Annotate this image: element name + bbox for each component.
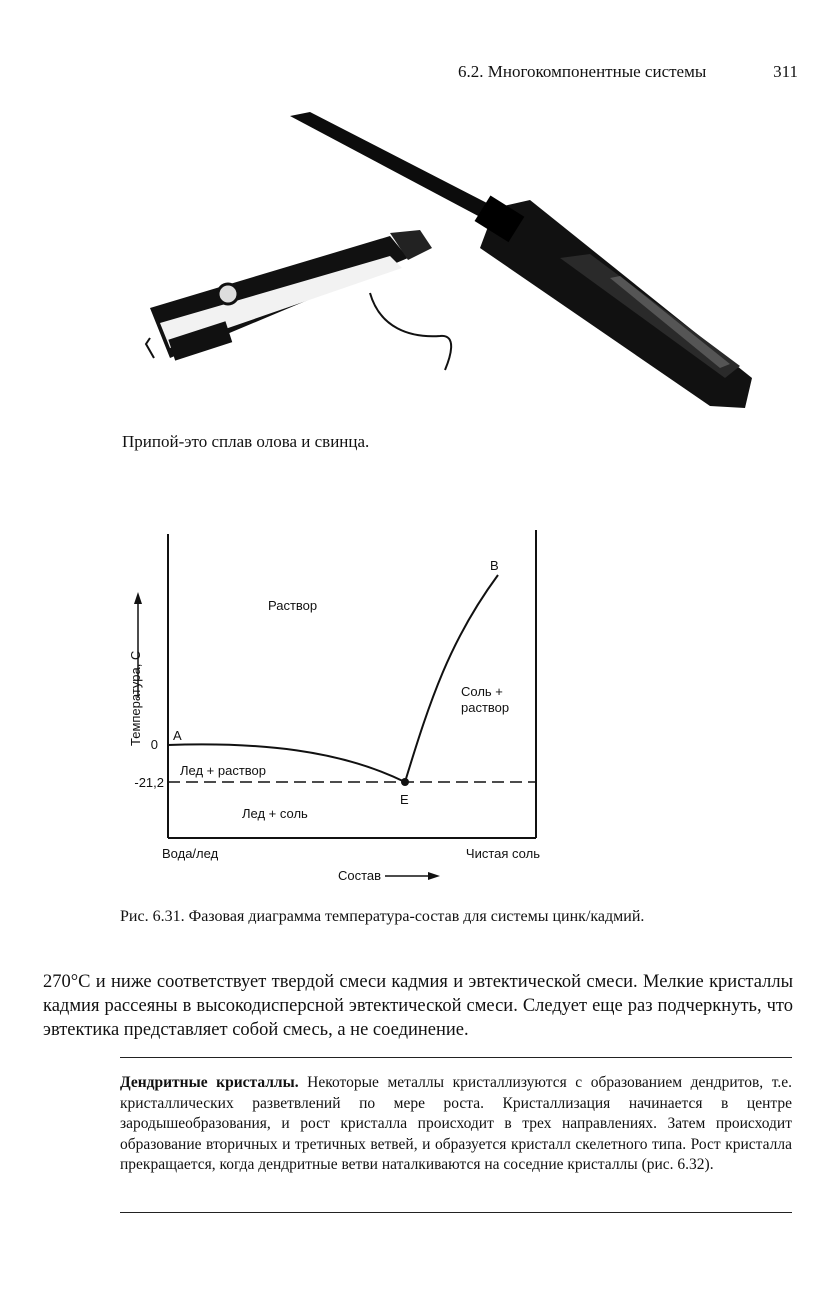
box-title: Дендритные кристаллы. (120, 1074, 299, 1091)
soldering-pen-image (146, 230, 451, 370)
page-number: 311 (773, 62, 798, 81)
sidebar-box (120, 1073, 792, 1176)
y-axis-label: Температура, С (128, 650, 143, 746)
x-left-label: Вода/лед (162, 846, 219, 861)
region-ice-solution-label: Лед + раствор (180, 763, 267, 778)
point-b-label: B (490, 558, 499, 573)
box-bottom-rule (120, 1212, 792, 1213)
region-salt-solution-label-2: раствор (461, 700, 510, 715)
body-paragraph: 270°С и ниже соответствует твердой смеси кадмия и эвтектической смеси. Мелкие кристаллы кадмия рассеяны в высокодисперсной эвтектической смеси. Следует еще раз подчеркнуть, что эвтектика представляет собой смесь, а не соединение. (43, 972, 793, 1040)
x-arrow-head (428, 872, 440, 880)
region-ice-salt-label: Лед + соль (242, 806, 308, 821)
figure-caption: Рис. 6.31. Фазовая диаграмма температура-состав для системы цинк/кадмий. (120, 908, 645, 925)
x-axis-label: Состав (338, 868, 382, 883)
photo-caption: Припой-это сплав олова и свинца. (122, 432, 370, 451)
y-tick-0: 0 (150, 737, 158, 752)
region-solution-label: Раствор (268, 598, 318, 613)
region-salt-solution-label-1: Соль + (461, 684, 503, 699)
box-top-rule (120, 1057, 792, 1058)
x-right-label: Чистая соль (465, 846, 540, 861)
y-arrow-head (134, 592, 142, 604)
page-header (458, 62, 798, 82)
phase-diagram (100, 520, 570, 890)
eutectic-point (401, 778, 409, 786)
running-head: 6.2. Многокомпонентные системы (458, 62, 707, 81)
box-body: Некоторые металлы кристаллизуются с образованием дендритов, т.е. кристаллических разветвлений по мере роста. Кристаллизация начинается в центре зародышеобразования, и рост кристалла происходит в трех направлениях. Затем происходит образование вторичных и третичных ветвей, и образуется кристалл скелетного типа. Рост кристалла прекращается, когда дендритные ветви наталкиваются на соседние кристаллы (рис. 6.32). (120, 1074, 792, 1173)
y-tick-eutectic: -21,2 (134, 775, 164, 790)
liquidus-curve-eb (405, 575, 498, 782)
soldering-tools-photo (140, 108, 760, 426)
point-a-label: A (173, 728, 182, 743)
point-e-label: E (400, 792, 409, 807)
